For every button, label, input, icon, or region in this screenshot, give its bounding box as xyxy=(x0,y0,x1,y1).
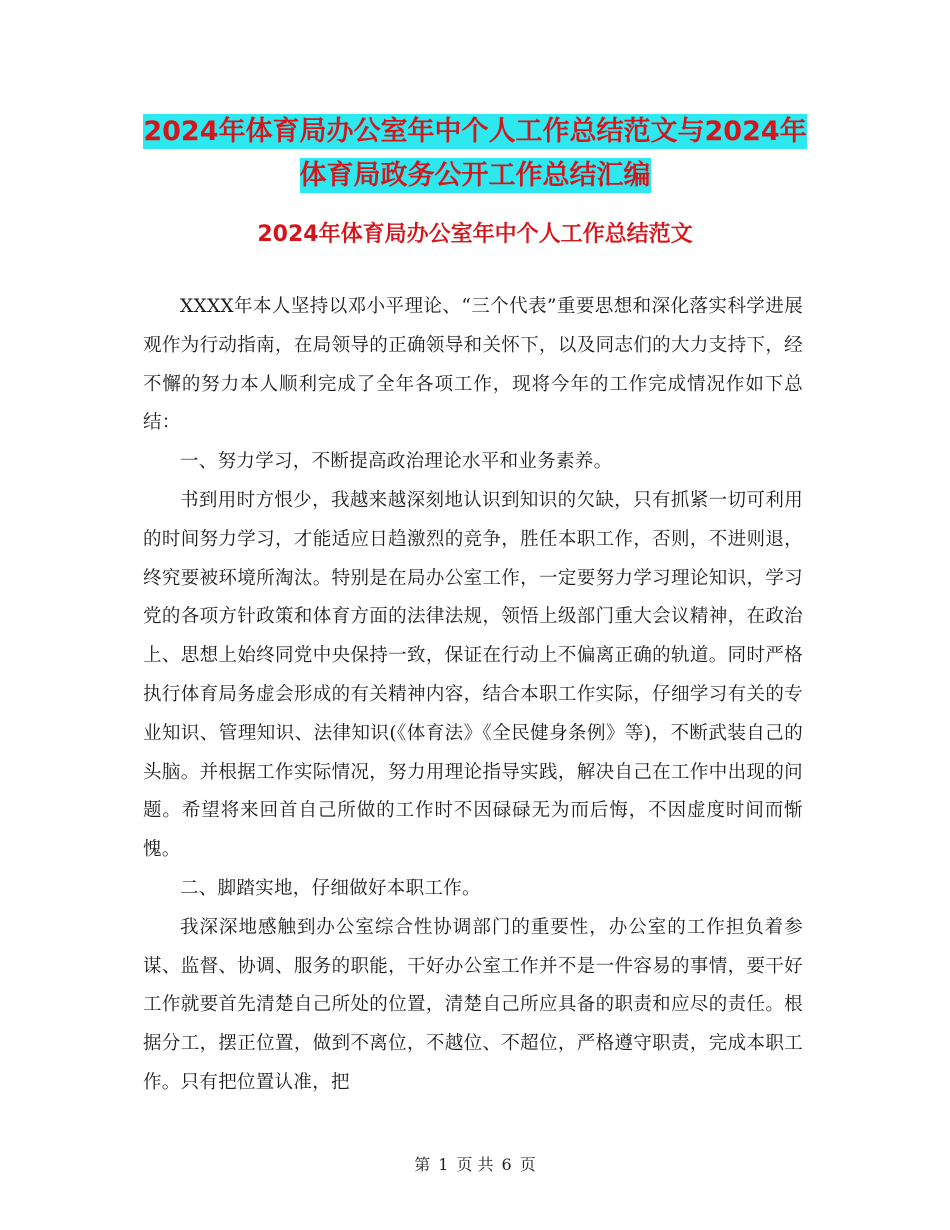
paragraph-intro: XXXX年本人坚持以邓小平理论、“三个代表”重要思想和深化落实科学进展观作为行动指南，在局领导的正确领导和关怀下，以及同志们的大力支持下，经不懈的努力本人顺利完成了全年各项工作，现将今年的工作完成情况作如下总结： xyxy=(143,296,803,434)
section-title: 2024年体育局办公室年中个人工作总结范文 xyxy=(257,222,693,247)
document-title-line-2 xyxy=(140,152,810,200)
paragraph-heading-2: 二、脚踏实地，仔细做好本职工作。 xyxy=(180,877,481,899)
footer-total-pages: 6 xyxy=(501,1155,512,1174)
footer-prefix: 第 xyxy=(414,1155,431,1174)
title-highlight: 体育局政务公开工作总结汇编 xyxy=(299,160,651,191)
footer-middle: 页 共 xyxy=(456,1155,494,1174)
paragraph-office-work: 我深深地感触到办公室综合性协调部门的重要性，办公室的工作担负着参谋、监督、协调、服务的职能，干好办公室工作并不是一件容易的事情，要干好工作就要首先清楚自己所处的位置，清楚自己所应具备的职责和应尽的责任。根据分工，摆正位置，做到不离位，不越位、不超位，严格遵守职责，完成本职工作。只有把位置认准，把 xyxy=(143,916,803,1093)
footer-current-page: 1 xyxy=(438,1155,449,1174)
paragraph-heading-1: 一、努力学习，不断提高政治理论水平和业务素养。 xyxy=(180,451,613,473)
title-highlight: 2024年体育局办公室年中个人工作总结范文与2024年 xyxy=(143,116,807,147)
document-title-line-1 xyxy=(140,108,810,156)
paragraph-study: 书到用时方恨少，我越来越深刻地认识到知识的欠缺，只有抓紧一切可利用的时间努力学习，才能适应日趋激烈的竞争，胜任本职工作，否则，不进则退，终究要被环境所淘汰。特别是在局办公室工作，一定要努力学习理论知识，学习党的各项方针政策和体育方面的法律法规，领悟上级部门重大会议精神，在政治上、思想上始终同党中央保持一致，保证在行动上不偏离正确的轨道。同时严格执行体育局务虚会形成的有关精神内容，结合本职工作实际，仔细学习有关的专业知识、管理知识、法律知识(《体育法》《全民健身条例》等)，不断武装自己的头脑。并根据工作实际情况，努力用理论指导实践，解决自己在工作中出现的问题。希望将来回首自己所做的工作时不因碌碌无为而后悔，不因虚度时间而惭愧。 xyxy=(143,489,803,861)
footer-suffix: 页 xyxy=(519,1155,536,1174)
document-body xyxy=(143,288,803,1103)
page-footer xyxy=(0,1152,950,1175)
